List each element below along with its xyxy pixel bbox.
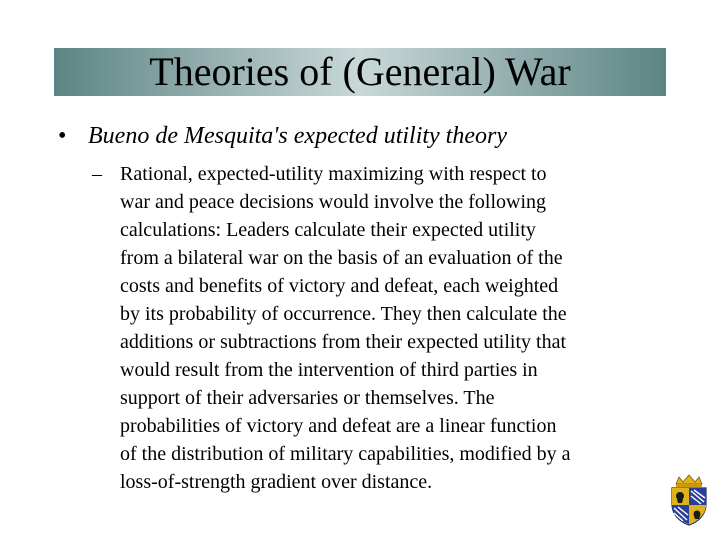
main-bullet [58,121,507,151]
main-bullet-text: Bueno de Mesquita's expected utility theory [88,123,507,149]
text-line: of the distribution of military capabilities, modified by a [120,443,571,465]
sub-bullet [92,160,570,496]
text-line: calculations: Leaders calculate their expected utility [120,219,536,241]
university-crest-icon [668,474,710,526]
bullet-marker: • [58,123,67,149]
text-line: costs and benefits of victory and defeat, each weighted [120,275,559,297]
text-line: from a bilateral war on the basis of an evaluation of the [120,247,563,269]
slide-title: Theories of (General) War [149,49,571,94]
text-line: support of their adversaries or themselves. The [120,387,495,409]
text-line: would result from the intervention of third parties in [120,359,538,381]
title-bar [54,48,666,96]
dash-marker: – [92,163,102,185]
sub-bullet-text [120,160,570,496]
text-line: Rational, expected-utility maximizing with respect to [120,163,547,185]
text-line: probabilities of victory and defeat are a linear function [120,415,557,437]
text-line: by its probability of occurrence. They then calculate the [120,303,567,325]
text-line: loss-of-strength gradient over distance. [120,471,433,493]
text-line: additions or subtractions from their expected utility that [120,331,567,353]
text-line: war and peace decisions would involve the following [120,191,546,213]
